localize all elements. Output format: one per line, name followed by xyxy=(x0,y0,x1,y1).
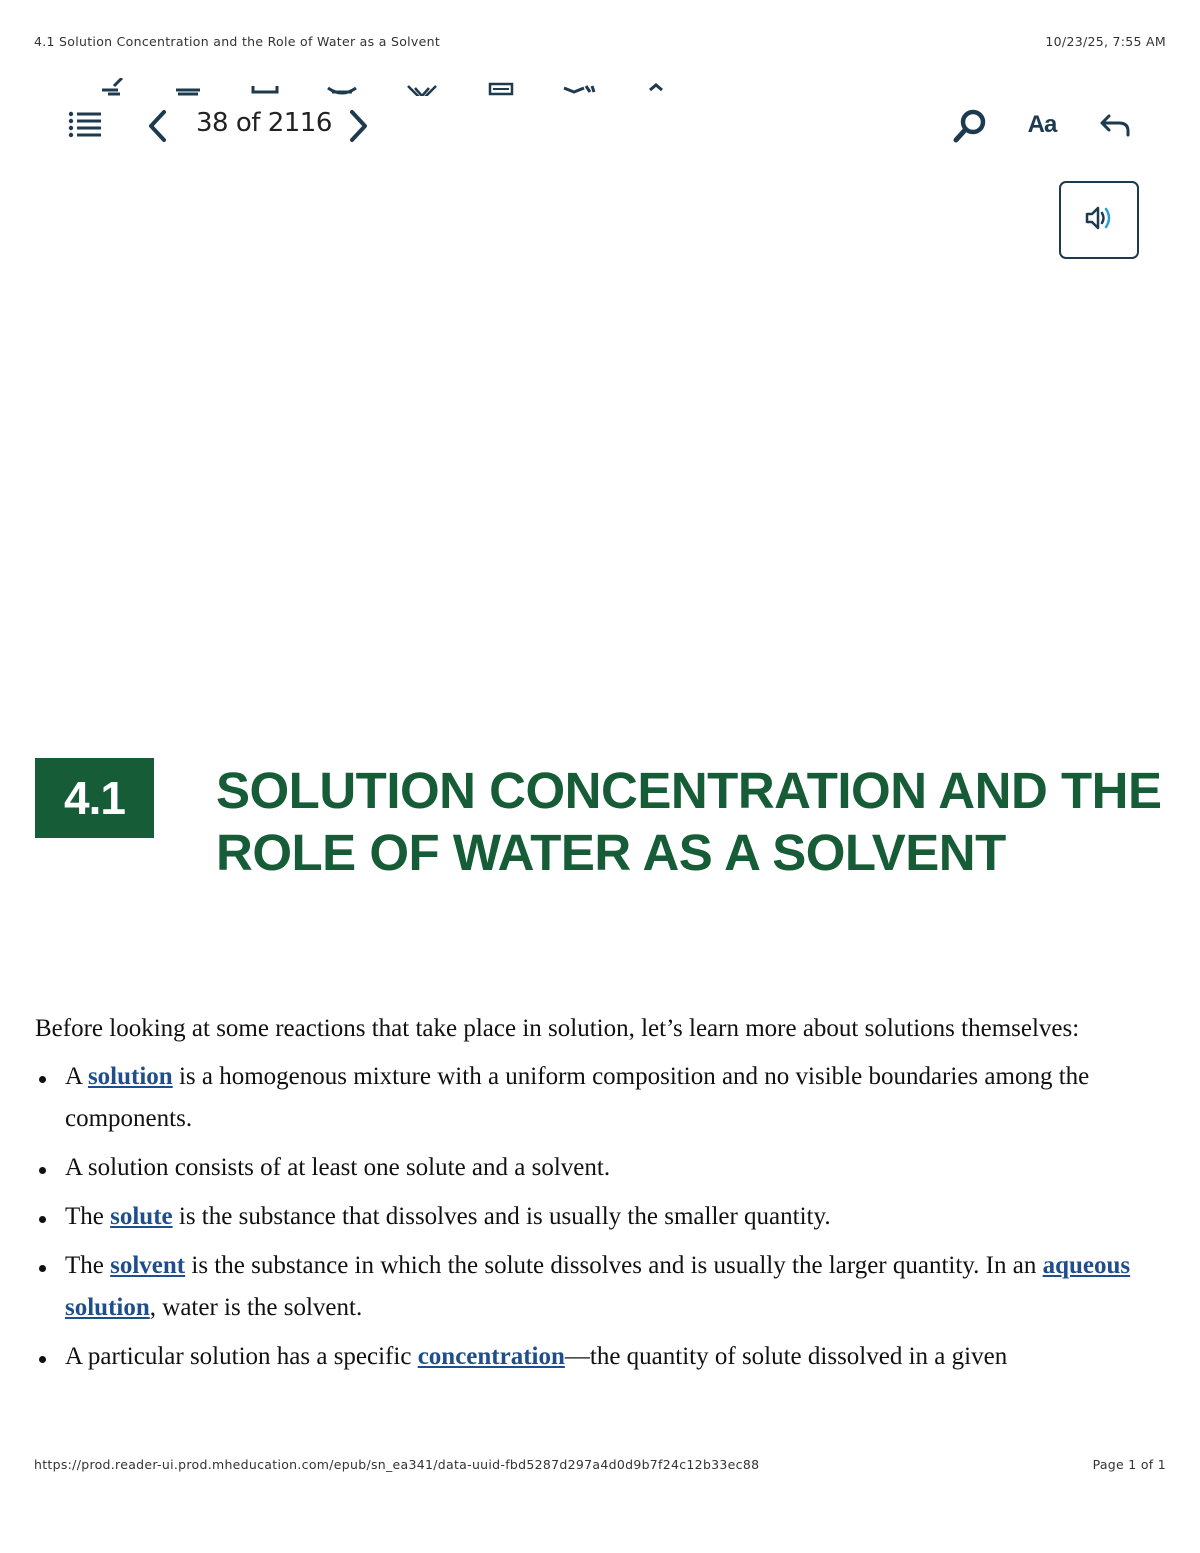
bullet-icon xyxy=(39,1356,46,1363)
current-page: 38 xyxy=(196,108,229,138)
list-item xyxy=(35,1196,1165,1238)
print-url: https://prod.reader-ui.prod.mheducation.com/epub/sn_ea341/data-uuid-fbd5287d297a4d0d9b7f24c12b33ec88 xyxy=(34,1457,760,1472)
collapse-icon[interactable] xyxy=(636,78,676,100)
reader-toolbar xyxy=(0,100,1200,150)
print-page-label: Page 1 of 1 xyxy=(1092,1457,1166,1472)
print-page-title: 4.1 Solution Concentration and the Role of Water as a Solvent xyxy=(34,34,441,49)
list-item xyxy=(35,1336,1165,1378)
badge-icon[interactable] xyxy=(402,78,442,100)
read-aloud-icon[interactable] xyxy=(560,78,600,100)
list-icon[interactable] xyxy=(66,108,104,142)
chevron-right-icon[interactable] xyxy=(344,106,374,146)
list-item xyxy=(35,1147,1165,1189)
print-timestamp: 10/23/25, 7:55 AM xyxy=(1045,34,1166,49)
item-text: A xyxy=(65,1063,88,1090)
back-arrow-icon[interactable] xyxy=(1096,108,1134,142)
print-header xyxy=(34,34,1166,50)
item-text: , water is the solvent. xyxy=(149,1294,363,1321)
speaker-icon xyxy=(1084,204,1114,237)
glossary-link-solvent[interactable]: solvent xyxy=(110,1252,186,1279)
audio-button[interactable] xyxy=(1059,181,1139,259)
bullet-icon xyxy=(39,1216,46,1223)
item-text: —the quantity of solute dissolved in a given xyxy=(564,1343,1008,1370)
item-text: A solution consists of at least one solute and a solvent. xyxy=(65,1154,611,1181)
bullet-icon xyxy=(39,1076,46,1083)
partial-toolbar-row xyxy=(0,78,1200,100)
item-text: A particular solution has a specific xyxy=(65,1343,418,1370)
section-title: SOLUTION CONCENTRATION AND THE ROLE OF WATER AS A SOLVENT xyxy=(216,762,1162,881)
total-pages: 2116 xyxy=(267,108,332,138)
print-footer xyxy=(34,1457,1166,1473)
glossary-link-solute[interactable]: solute xyxy=(110,1203,173,1230)
search-icon[interactable] xyxy=(950,106,990,146)
notes-icon[interactable] xyxy=(168,78,208,100)
intro-paragraph: Before looking at some reactions that take place in solution, let’s learn more about solutions themselves: xyxy=(35,1015,1080,1042)
flashcards-icon[interactable] xyxy=(480,78,520,100)
item-text: is the substance in which the solute dissolves and is usually the larger quantity. In an xyxy=(185,1252,1043,1279)
list-item xyxy=(35,1245,1165,1329)
bullet-icon xyxy=(39,1265,46,1272)
item-text: is the substance that dissolves and is usually the smaller quantity. xyxy=(172,1203,831,1230)
reading-content xyxy=(35,1008,1165,1385)
item-text: The xyxy=(65,1252,111,1279)
bullet-icon xyxy=(39,1167,46,1174)
chevron-left-icon[interactable] xyxy=(142,106,172,146)
glossary-link-solution[interactable]: solution xyxy=(87,1063,173,1090)
font-settings-button[interactable]: Aa xyxy=(1027,111,1057,138)
glossary-link-aqueous-solution[interactable]: aqueous solution xyxy=(65,1252,1131,1321)
print-icon[interactable] xyxy=(322,78,362,100)
section-number-badge: 4.1 xyxy=(35,758,154,838)
item-text: is a homogenous mixture with a uniform composition and no visible boundaries among the components. xyxy=(65,1063,1090,1132)
definitions-list xyxy=(35,1056,1165,1378)
page-counter xyxy=(196,108,332,138)
glossary-link-concentration[interactable]: concentration xyxy=(417,1343,565,1370)
highlight-icon[interactable] xyxy=(92,78,132,100)
page-separator: of xyxy=(235,108,260,138)
list-item xyxy=(35,1056,1165,1140)
bookmark-icon[interactable] xyxy=(245,78,285,100)
item-text: The xyxy=(65,1203,111,1230)
